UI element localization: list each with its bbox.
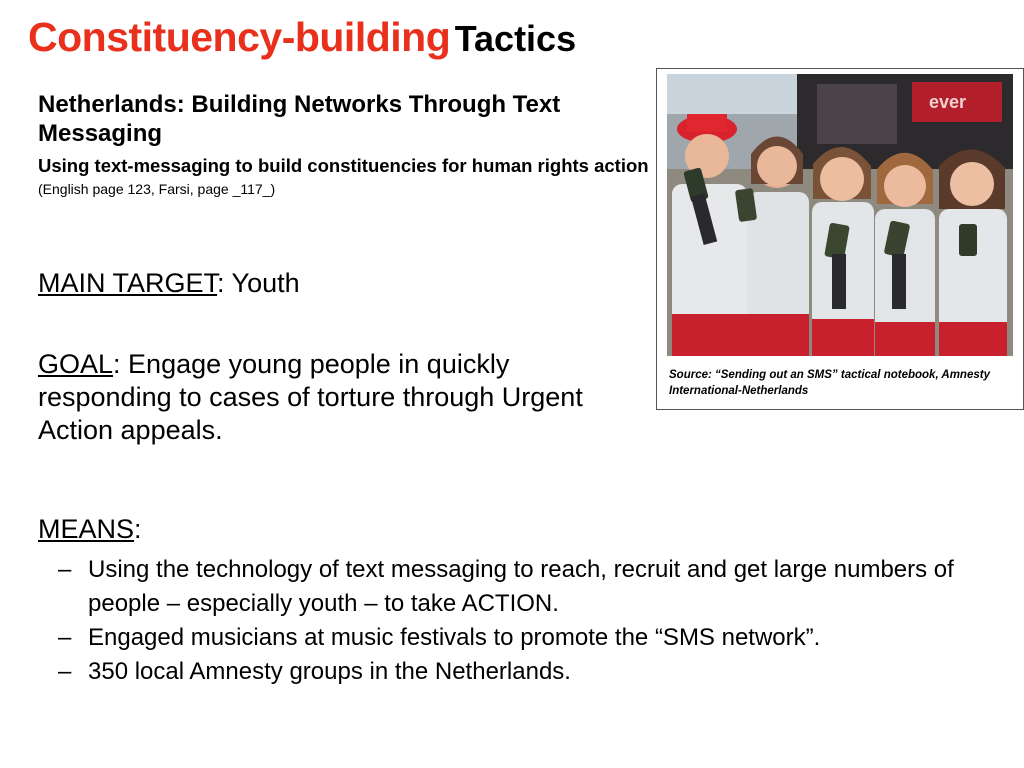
case-subheading-text: Using text-messaging to build constituencies for human rights action — [38, 155, 649, 176]
stage-sign-text: ever — [929, 92, 967, 112]
goal-label: GOAL — [38, 349, 114, 379]
list-item-text: 350 local Amnesty groups in the Netherlands. — [88, 658, 571, 685]
list-item — [38, 655, 998, 689]
means-label: MEANS — [38, 514, 135, 544]
bullet-dash: – — [58, 624, 72, 651]
photo-frame — [656, 68, 1024, 410]
title-highlight: Constituency-building — [28, 14, 451, 60]
photo-illustration — [667, 74, 1013, 356]
list-item-text: Using the technology of text messaging to reach, recruit and get large numbers of people – especially youth – to take ACTION. — [88, 556, 954, 617]
bullet-dash: – — [58, 556, 72, 583]
page-reference: (English page 123, Farsi, page _117_) — [38, 181, 276, 197]
main-target-label: MAIN TARGET — [38, 268, 218, 298]
bullet-dash: – — [58, 658, 72, 685]
means-list — [38, 553, 998, 689]
goal — [38, 348, 638, 447]
case-subheading — [38, 155, 658, 200]
main-target-sep: : — [217, 268, 225, 298]
means — [38, 513, 638, 546]
case-heading: Netherlands: Building Networks Through Text Messaging — [38, 91, 561, 147]
list-item — [38, 621, 998, 655]
list-item — [38, 553, 998, 621]
means-sep: : — [134, 514, 142, 544]
title-suffix: Tactics — [454, 18, 577, 59]
main-target — [38, 267, 638, 300]
slide-title — [28, 14, 576, 61]
photo-caption: Source: “Sending out an SMS” tactical notebook, Amnesty International-Netherlands — [669, 369, 990, 397]
main-target-text: Youth — [224, 268, 300, 298]
goal-sep: : — [113, 349, 121, 379]
goal-text: Engage young people in quickly responding to cases of torture through Urgent Action appeals. — [38, 349, 583, 445]
photo-youth-with-phones — [667, 74, 1013, 356]
list-item-text: Engaged musicians at music festivals to promote the “SMS network”. — [88, 624, 821, 651]
